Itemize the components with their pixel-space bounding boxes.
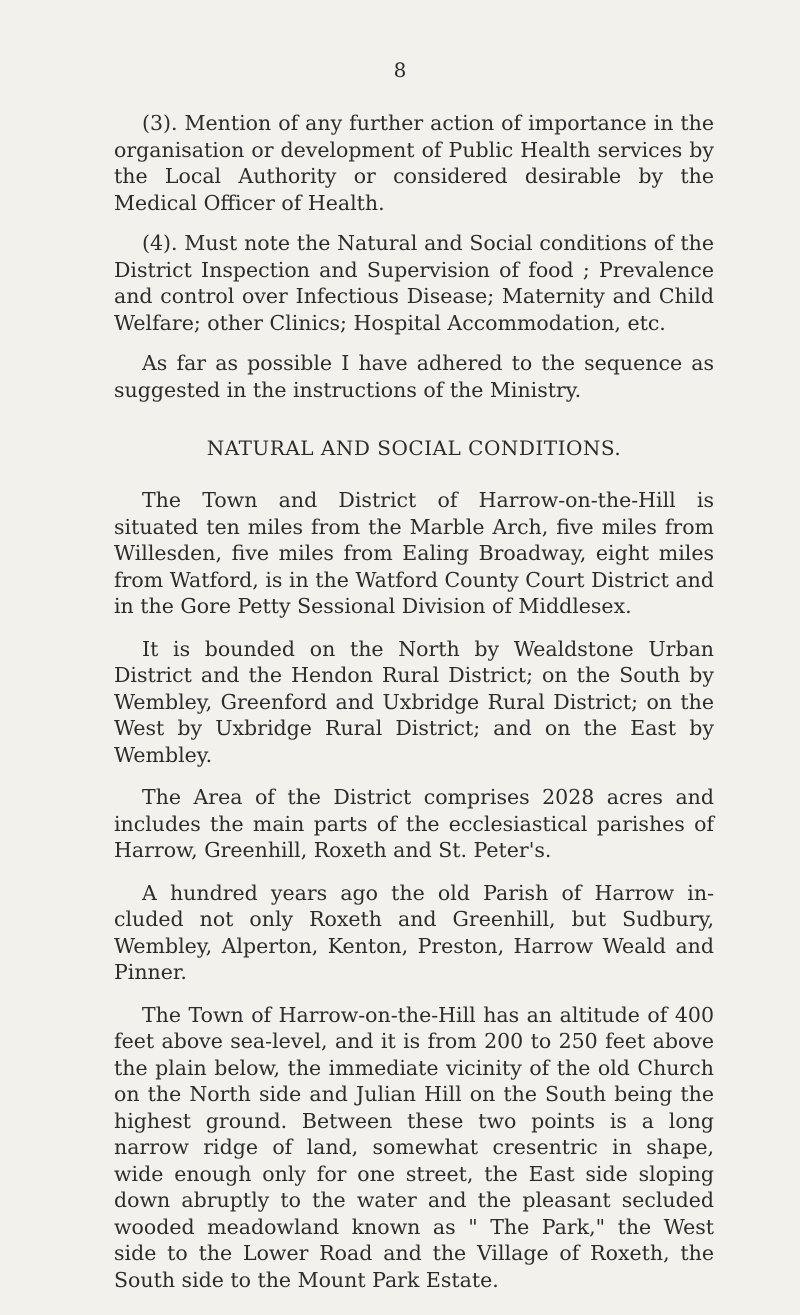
paragraph-area: The Area of the District comprises 2028 acres and includes the main parts of the ecclesiastical parishes of Harrow, Greenhill, Roxeth and St. Peter's. [114,785,714,862]
paragraph-history: A hundred years ago the old Parish of Harrow included not only Roxeth and Greenhill, but Sudbury, Wembley, Alperton, Kenton, Preston, Harrow Weald and Pinner. [114,880,714,984]
body-text [114,110,714,1309]
paragraph-sequence-note: As far as possible I have adhered to the sequence as suggested in the instructions of the Ministry. [114,351,714,402]
paragraph-item-3: (3). Mention of any further action of importance in the organisation or development of Public Health services by the Local Authority or considered desirable by the Medical Officer of Health. [114,111,714,215]
paragraph-item-4: (4). Must note the Natural and Social conditions of the District Inspection and Supervision of food ; Prevalence and control over Infectious Disease; Maternity and Child Welfare; other Clinics; Hospital Accommodation, etc. [114,231,714,335]
page-number: 8 [393,58,407,82]
paragraph-location: The Town and District of Harrow-on-the-Hill is situated ten miles from the Marble Arch, five miles from Willesden, five miles from Ealing Broadway, eight miles from Watford, is in the Watford County Court District and in the Gore Petty Sessional Division of Middlesex. [114,488,714,618]
paragraph-boundaries: It is bounded on the North by Wealdstone Urban District and the Hendon Rural District; on the South by Wembley, Greenford and Uxbridge Rural District; on the West by Uxbridge Rural District; and on the East by Wembley. [114,636,714,767]
section-heading: NATURAL AND SOCIAL CONDITIONS. [206,436,622,460]
paragraph-altitude: The Town of Harrow-on-the-Hill has an altitude of 400 feet above sea-level, and it is from 200 to 250 feet above the plain below, the immediate vicinity of the old Church on the North side and Julian Hill on the South being the highest ground. Between these two points is a long narrow ridge of land, somewhat cresentric in shape, wide enough only for one street, the East side sloping down abruptly to the water and the pleasant secluded wooded meadowland known as " The Park," the West side to the Lower Road and the Village of Roxeth, the South side to the Mount Park Estate. [114,1002,714,1292]
